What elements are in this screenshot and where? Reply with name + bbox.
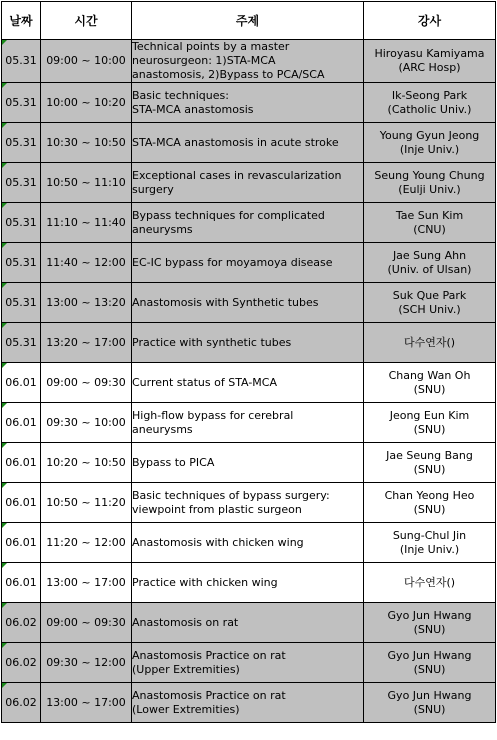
topic-line: Anastomosis Practice on rat bbox=[132, 688, 286, 702]
date-cell: 05.31 bbox=[2, 243, 41, 283]
lecturer-name: Hiroyasu Kamiyama bbox=[374, 47, 485, 60]
table-row bbox=[2, 403, 496, 443]
topic-cell bbox=[132, 523, 364, 563]
date-cell: 06.02 bbox=[2, 683, 41, 723]
topic-line: Anastomosis Practice on rat bbox=[132, 648, 286, 662]
lecturer-cell bbox=[364, 603, 496, 643]
date-cell: 05.31 bbox=[2, 40, 41, 83]
lecturer-cell bbox=[364, 40, 496, 83]
lecturer-cell bbox=[364, 283, 496, 323]
table-row bbox=[2, 643, 496, 683]
lecturer-name: Gyo Jun Hwang bbox=[387, 688, 472, 702]
date-cell: 06.01 bbox=[2, 483, 41, 523]
time-cell: 09:30 ~ 12:00 bbox=[41, 643, 132, 683]
time-cell: 11:20 ~ 12:00 bbox=[41, 523, 132, 563]
table-row bbox=[2, 283, 496, 323]
date-cell: 05.31 bbox=[2, 123, 41, 163]
lecturer-affiliation: (SNU) bbox=[413, 502, 446, 516]
time-cell: 13:00 ~ 17:00 bbox=[41, 683, 132, 723]
lecturer-affiliation: (Inje Univ.) bbox=[399, 142, 460, 156]
lecturer-cell bbox=[364, 643, 496, 683]
date-cell: 05.31 bbox=[2, 283, 41, 323]
topic-cell bbox=[132, 563, 364, 603]
topic-line: anastomosis, 2)Bypass to PCA/SCA bbox=[132, 68, 325, 81]
topic-line: Bypass to PICA bbox=[132, 455, 215, 469]
lecturer-cell bbox=[364, 203, 496, 243]
topic-line: STA-MCA anastomosis in acute stroke bbox=[132, 135, 339, 149]
topic-cell bbox=[132, 283, 364, 323]
time-cell: 09:00 ~ 09:30 bbox=[41, 363, 132, 403]
topic-line: STA-MCA anastomosis bbox=[132, 102, 254, 116]
topic-line: Bypass techniques for complicated bbox=[132, 208, 325, 222]
lecturer-affiliation: (SNU) bbox=[413, 622, 446, 636]
lecturer-name: Suk Que Park bbox=[392, 288, 467, 302]
time-cell: 11:10 ~ 11:40 bbox=[41, 203, 132, 243]
lecturer-name: 다수연자() bbox=[403, 335, 456, 349]
lecturer-affiliation: (Inje Univ.) bbox=[399, 542, 460, 556]
date-cell: 06.01 bbox=[2, 523, 41, 563]
lecturer-cell bbox=[364, 683, 496, 723]
topic-line: Basic techniques of bypass surgery: bbox=[132, 488, 330, 502]
topic-line: neurosurgeon: 1)STA-MCA bbox=[132, 54, 276, 67]
schedule-table bbox=[1, 1, 496, 723]
table-row bbox=[2, 683, 496, 723]
lecturer-cell bbox=[364, 83, 496, 123]
header-row bbox=[2, 2, 496, 40]
lecturer-name: Ik-Seong Park bbox=[391, 88, 468, 102]
time-cell: 11:40 ~ 12:00 bbox=[41, 243, 132, 283]
topic-line: Basic techniques: bbox=[132, 88, 229, 102]
time-cell: 10:50 ~ 11:10 bbox=[41, 163, 132, 203]
header-time: 시간 bbox=[41, 2, 132, 40]
lecturer-affiliation: (Catholic Univ.) bbox=[387, 102, 472, 116]
time-cell: 09:30 ~ 10:00 bbox=[41, 403, 132, 443]
lecturer-cell bbox=[364, 523, 496, 563]
time-cell: 13:00 ~ 17:00 bbox=[41, 563, 132, 603]
lecturer-name: Sung-Chul Jin bbox=[392, 528, 467, 542]
lecturer-affiliation: (SCH Univ.) bbox=[398, 302, 461, 316]
topic-line: (Lower Extremities) bbox=[132, 702, 240, 716]
lecturer-affiliation: (SNU) bbox=[413, 702, 446, 716]
topic-cell bbox=[132, 163, 364, 203]
lecturer-affiliation: (CNU) bbox=[413, 222, 446, 236]
lecturer-affiliation: (SNU) bbox=[413, 382, 446, 396]
topic-cell bbox=[132, 483, 364, 523]
lecturer-name: Young Gyun Jeong bbox=[379, 128, 480, 142]
date-cell: 06.01 bbox=[2, 403, 41, 443]
lecturer-cell bbox=[364, 323, 496, 363]
time-cell: 10:50 ~ 11:20 bbox=[41, 483, 132, 523]
table-row bbox=[2, 203, 496, 243]
lecturer-name: 다수연자() bbox=[403, 575, 456, 589]
topic-line: Practice with chicken wing bbox=[132, 575, 278, 589]
table-row bbox=[2, 40, 496, 83]
date-cell: 06.02 bbox=[2, 643, 41, 683]
lecturer-name: Gyo Jun Hwang bbox=[387, 648, 472, 662]
topic-line: High-flow bypass for cerebral bbox=[132, 408, 294, 422]
lecturer-name: Jae Seung Bang bbox=[386, 448, 473, 462]
topic-cell bbox=[132, 243, 364, 283]
topic-cell bbox=[132, 203, 364, 243]
table-row bbox=[2, 443, 496, 483]
topic-line: (Upper Extremities) bbox=[132, 662, 240, 676]
table-row bbox=[2, 563, 496, 603]
lecturer-name: Tae Sun Kim bbox=[395, 208, 464, 222]
topic-cell bbox=[132, 403, 364, 443]
topic-cell bbox=[132, 683, 364, 723]
date-cell: 05.31 bbox=[2, 203, 41, 243]
topic-line: Anastomosis with Synthetic tubes bbox=[132, 295, 319, 309]
lecturer-cell bbox=[364, 123, 496, 163]
topic-cell bbox=[132, 443, 364, 483]
date-cell: 05.31 bbox=[2, 323, 41, 363]
time-cell: 10:20 ~ 10:50 bbox=[41, 443, 132, 483]
topic-cell bbox=[132, 123, 364, 163]
topic-line: Exceptional cases in revascularization bbox=[132, 168, 342, 182]
date-cell: 06.01 bbox=[2, 443, 41, 483]
lecturer-cell bbox=[364, 363, 496, 403]
lecturer-cell bbox=[364, 403, 496, 443]
header-lecturer: 강사 bbox=[364, 2, 496, 40]
lecturer-cell bbox=[364, 443, 496, 483]
date-cell: 06.02 bbox=[2, 603, 41, 643]
time-cell: 09:00 ~ 10:00 bbox=[41, 40, 132, 83]
lecturer-affiliation: (ARC Hosp) bbox=[398, 61, 461, 74]
topic-cell bbox=[132, 323, 364, 363]
table-row bbox=[2, 603, 496, 643]
lecturer-cell bbox=[364, 563, 496, 603]
date-cell: 06.01 bbox=[2, 363, 41, 403]
topic-cell bbox=[132, 40, 364, 83]
table-row bbox=[2, 363, 496, 403]
time-cell: 09:00 ~ 09:30 bbox=[41, 603, 132, 643]
lecturer-affiliation: (Eulji Univ.) bbox=[398, 182, 461, 196]
topic-line: Anastomosis on rat bbox=[132, 615, 239, 629]
topic-cell bbox=[132, 363, 364, 403]
lecturer-cell bbox=[364, 243, 496, 283]
header-date: 날짜 bbox=[2, 2, 41, 40]
time-cell: 13:00 ~ 13:20 bbox=[41, 283, 132, 323]
lecturer-cell bbox=[364, 163, 496, 203]
table-row bbox=[2, 483, 496, 523]
topic-line: Practice with synthetic tubes bbox=[132, 335, 292, 349]
topic-line: EC-IC bypass for moyamoya disease bbox=[132, 255, 333, 269]
topic-cell bbox=[132, 83, 364, 123]
lecturer-affiliation: (SNU) bbox=[413, 662, 446, 676]
topic-line: Technical points by a master bbox=[132, 40, 290, 53]
lecturer-name: Seung Young Chung bbox=[374, 168, 485, 182]
table-row bbox=[2, 243, 496, 283]
lecturer-name: Jeong Eun Kim bbox=[389, 408, 470, 422]
date-cell: 06.01 bbox=[2, 563, 41, 603]
time-cell: 10:00 ~ 10:20 bbox=[41, 83, 132, 123]
topic-line: Current status of STA-MCA bbox=[132, 375, 278, 389]
lecturer-name: Jae Sung Ahn bbox=[392, 248, 467, 262]
time-cell: 10:30 ~ 10:50 bbox=[41, 123, 132, 163]
topic-cell bbox=[132, 643, 364, 683]
date-cell: 05.31 bbox=[2, 163, 41, 203]
topic-line: aneurysms bbox=[132, 222, 193, 236]
topic-line: surgery bbox=[132, 182, 174, 196]
topic-cell bbox=[132, 603, 364, 643]
topic-line: viewpoint from plastic surgeon bbox=[132, 502, 302, 516]
lecturer-affiliation: (SNU) bbox=[413, 422, 446, 436]
table-row bbox=[2, 123, 496, 163]
table-row bbox=[2, 323, 496, 363]
table-row bbox=[2, 83, 496, 123]
topic-line: Anastomosis with chicken wing bbox=[132, 535, 304, 549]
lecturer-affiliation: (SNU) bbox=[413, 462, 446, 476]
time-cell: 13:20 ~ 17:00 bbox=[41, 323, 132, 363]
lecturer-name: Gyo Jun Hwang bbox=[387, 608, 472, 622]
date-cell: 05.31 bbox=[2, 83, 41, 123]
table-row bbox=[2, 163, 496, 203]
lecturer-affiliation: (Univ. of Ulsan) bbox=[387, 262, 472, 276]
lecturer-name: Chan Yeong Heo bbox=[384, 488, 475, 502]
lecturer-name: Chang Wan Oh bbox=[388, 368, 471, 382]
schedule-body bbox=[2, 40, 496, 723]
lecturer-cell bbox=[364, 483, 496, 523]
topic-line: aneurysms bbox=[132, 422, 193, 436]
table-row bbox=[2, 523, 496, 563]
header-topic: 주제 bbox=[132, 2, 364, 40]
